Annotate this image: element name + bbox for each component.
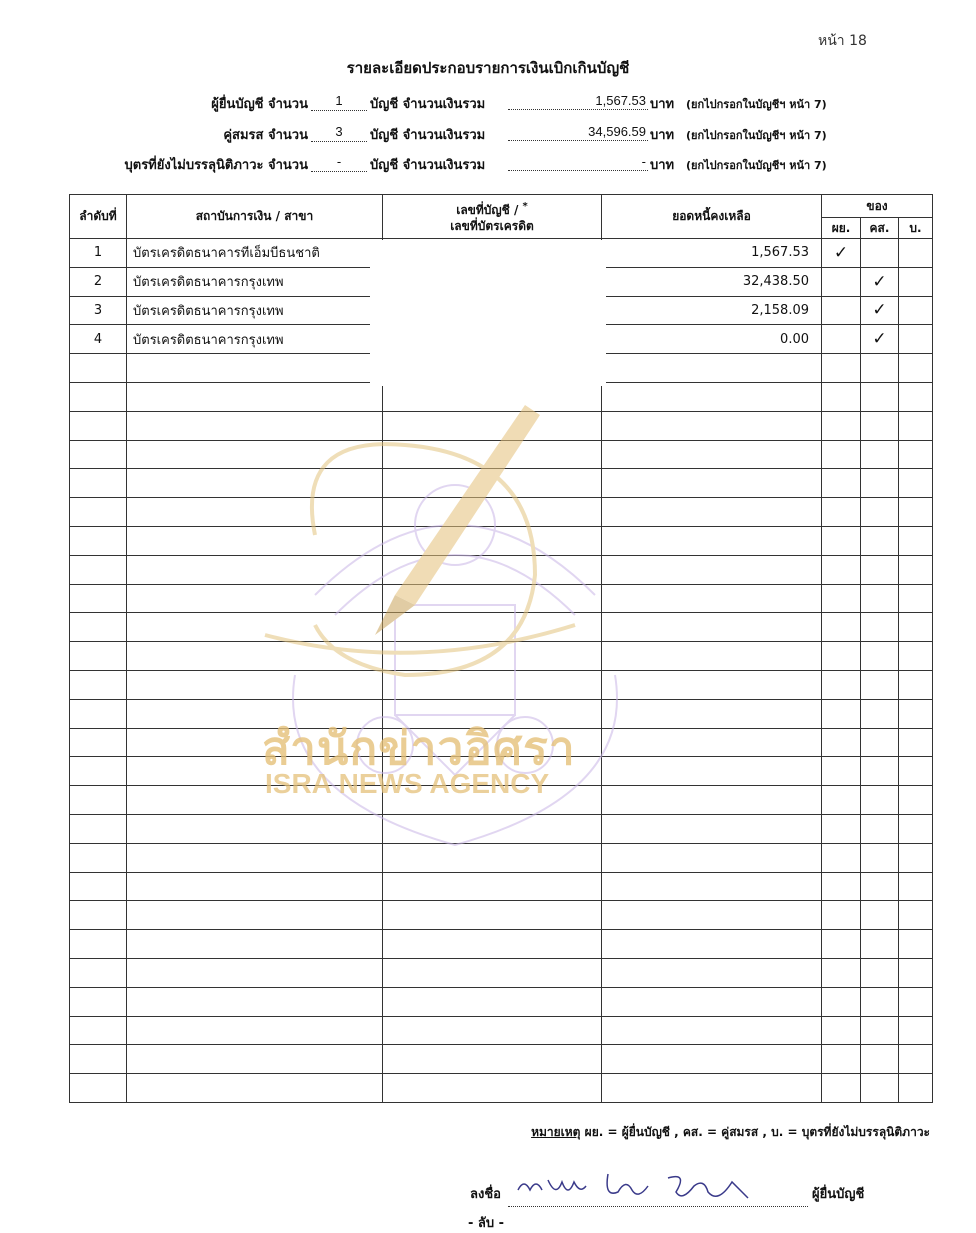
row-owner-filer bbox=[822, 930, 861, 959]
row-owner-spouse bbox=[861, 872, 899, 901]
row-number bbox=[70, 901, 127, 930]
row-institution bbox=[127, 642, 383, 671]
row-owner-filer bbox=[822, 1074, 861, 1103]
row-owner-spouse bbox=[861, 642, 899, 671]
row-owner-spouse bbox=[861, 555, 899, 584]
summary-unit: บาท bbox=[650, 128, 675, 143]
row-owner-filer bbox=[822, 411, 861, 440]
signature-line bbox=[508, 1190, 808, 1207]
row-owner-spouse bbox=[861, 786, 899, 815]
row-account bbox=[383, 872, 602, 901]
row-owner-filer bbox=[822, 699, 861, 728]
row-owner-spouse bbox=[861, 382, 899, 411]
row-institution: บัตรเครดิตธนาคารกรุงเทพ bbox=[127, 325, 383, 354]
empty-table-row bbox=[70, 1016, 933, 1045]
row-number bbox=[70, 987, 127, 1016]
row-owner-child bbox=[899, 239, 933, 268]
redaction-box bbox=[370, 240, 606, 386]
row-owner-child bbox=[899, 267, 933, 296]
empty-table-row bbox=[70, 555, 933, 584]
summary-note: (ยกไปกรอกในบัญชีฯ หน้า 7) bbox=[686, 159, 827, 172]
row-institution bbox=[127, 469, 383, 498]
row-owner-child bbox=[899, 901, 933, 930]
row-owner-spouse bbox=[861, 987, 899, 1016]
empty-table-row bbox=[70, 1074, 933, 1103]
row-number bbox=[70, 642, 127, 671]
summary-unit: บาท bbox=[650, 158, 675, 173]
row-number bbox=[70, 872, 127, 901]
row-account bbox=[383, 1016, 602, 1045]
empty-table-row bbox=[70, 584, 933, 613]
row-balance bbox=[602, 354, 822, 383]
header-owner-child: บ. bbox=[899, 218, 933, 239]
document-title: รายละเอียดประกอบรายการเงินเบิกเกินบัญชี bbox=[346, 59, 630, 77]
summary-amount: 1,567.53 bbox=[508, 93, 648, 110]
row-owner-spouse bbox=[861, 440, 899, 469]
empty-table-row bbox=[70, 1045, 933, 1074]
row-balance bbox=[602, 469, 822, 498]
row-owner-child bbox=[899, 757, 933, 786]
row-owner-filer bbox=[822, 872, 861, 901]
row-owner-spouse bbox=[861, 498, 899, 527]
row-owner-filer bbox=[822, 354, 861, 383]
header-account bbox=[383, 195, 602, 239]
row-number bbox=[70, 728, 127, 757]
row-account bbox=[383, 382, 602, 411]
empty-table-row bbox=[70, 469, 933, 498]
row-owner-child bbox=[899, 642, 933, 671]
row-balance: 32,438.50 bbox=[602, 267, 822, 296]
summary-note: (ยกไปกรอกในบัญชีฯ หน้า 7) bbox=[686, 98, 827, 111]
header-account-line2: เลขที่บัตรเครดิต bbox=[450, 219, 534, 233]
row-institution bbox=[127, 411, 383, 440]
row-owner-child bbox=[899, 728, 933, 757]
summary-mid-label: บัญชี จำนวนเงินรวม bbox=[370, 128, 486, 143]
row-balance bbox=[602, 958, 822, 987]
empty-table-row bbox=[70, 440, 933, 469]
row-account bbox=[383, 814, 602, 843]
empty-table-row bbox=[70, 613, 933, 642]
row-owner-spouse bbox=[861, 958, 899, 987]
row-owner-spouse bbox=[861, 757, 899, 786]
row-owner-spouse bbox=[861, 354, 899, 383]
summary-mid-label: บัญชี จำนวนเงินรวม bbox=[370, 158, 486, 173]
row-number bbox=[70, 469, 127, 498]
summary-line-filer bbox=[0, 93, 976, 115]
empty-table-row bbox=[70, 901, 933, 930]
row-owner-filer bbox=[822, 296, 861, 325]
empty-table-row bbox=[70, 843, 933, 872]
row-account bbox=[383, 555, 602, 584]
row-owner-filer bbox=[822, 958, 861, 987]
row-owner-spouse bbox=[861, 728, 899, 757]
row-number: 2 bbox=[70, 267, 127, 296]
row-owner-filer bbox=[822, 498, 861, 527]
header-account-mark: * bbox=[522, 201, 528, 212]
empty-table-row bbox=[70, 872, 933, 901]
empty-table-row bbox=[70, 526, 933, 555]
row-balance bbox=[602, 843, 822, 872]
row-account bbox=[383, 440, 602, 469]
row-institution bbox=[127, 354, 383, 383]
row-institution bbox=[127, 498, 383, 527]
row-number bbox=[70, 958, 127, 987]
row-account bbox=[383, 901, 602, 930]
header-owner: ของ bbox=[822, 195, 933, 218]
row-account bbox=[383, 843, 602, 872]
row-institution bbox=[127, 382, 383, 411]
footnote bbox=[531, 1123, 930, 1142]
row-balance bbox=[602, 670, 822, 699]
row-owner-filer bbox=[822, 901, 861, 930]
row-balance bbox=[602, 642, 822, 671]
row-balance bbox=[602, 411, 822, 440]
row-number bbox=[70, 670, 127, 699]
row-balance bbox=[602, 613, 822, 642]
row-owner-spouse bbox=[861, 699, 899, 728]
row-owner-spouse: ✓ bbox=[861, 325, 899, 354]
row-owner-spouse bbox=[861, 843, 899, 872]
page-number: หน้า 18 bbox=[818, 33, 867, 49]
row-number bbox=[70, 814, 127, 843]
row-number bbox=[70, 526, 127, 555]
row-number bbox=[70, 930, 127, 959]
row-institution: บัตรเครดิตธนาคารกรุงเทพ bbox=[127, 267, 383, 296]
row-owner-filer bbox=[822, 555, 861, 584]
header-owner-spouse: คส. bbox=[861, 218, 899, 239]
row-owner-child bbox=[899, 958, 933, 987]
row-owner-child bbox=[899, 584, 933, 613]
row-owner-child bbox=[899, 440, 933, 469]
row-account bbox=[383, 1045, 602, 1074]
row-number bbox=[70, 498, 127, 527]
row-balance bbox=[602, 814, 822, 843]
row-owner-child bbox=[899, 526, 933, 555]
row-balance: 1,567.53 bbox=[602, 239, 822, 268]
row-number bbox=[70, 1016, 127, 1045]
row-institution bbox=[127, 555, 383, 584]
empty-table-row bbox=[70, 958, 933, 987]
row-owner-child bbox=[899, 411, 933, 440]
empty-table-row bbox=[70, 670, 933, 699]
row-account bbox=[383, 526, 602, 555]
row-balance bbox=[602, 1074, 822, 1103]
row-balance bbox=[602, 872, 822, 901]
footnote-key: หมายเหตุ bbox=[531, 1125, 581, 1139]
summary-label: ผู้ยื่นบัญชี จำนวน bbox=[211, 97, 308, 112]
row-balance bbox=[602, 728, 822, 757]
row-institution bbox=[127, 901, 383, 930]
row-owner-filer: ✓ bbox=[822, 239, 861, 268]
row-owner-spouse bbox=[861, 1045, 899, 1074]
row-balance bbox=[602, 901, 822, 930]
row-owner-child bbox=[899, 354, 933, 383]
signature-role: ผู้ยื่นบัญชี bbox=[812, 1187, 865, 1202]
row-owner-child bbox=[899, 814, 933, 843]
row-account bbox=[383, 958, 602, 987]
row-owner-spouse bbox=[861, 814, 899, 843]
row-balance bbox=[602, 1045, 822, 1074]
row-owner-filer bbox=[822, 613, 861, 642]
row-institution bbox=[127, 440, 383, 469]
row-owner-child bbox=[899, 555, 933, 584]
row-balance bbox=[602, 1016, 822, 1045]
row-balance: 0.00 bbox=[602, 325, 822, 354]
watermark-english: ISRA NEWS AGENCY bbox=[265, 768, 550, 799]
row-owner-spouse bbox=[861, 1016, 899, 1045]
row-owner-filer bbox=[822, 526, 861, 555]
row-owner-child bbox=[899, 613, 933, 642]
row-institution bbox=[127, 584, 383, 613]
row-institution bbox=[127, 930, 383, 959]
row-number bbox=[70, 1074, 127, 1103]
row-owner-child bbox=[899, 469, 933, 498]
header-institution: สถาบันการเงิน / สาขา bbox=[127, 195, 383, 239]
row-account bbox=[383, 584, 602, 613]
row-balance bbox=[602, 987, 822, 1016]
summary-mid-label: บัญชี จำนวนเงินรวม bbox=[370, 97, 486, 112]
row-number bbox=[70, 584, 127, 613]
summary-count: 3 bbox=[311, 124, 367, 142]
row-owner-spouse bbox=[861, 901, 899, 930]
row-number: 3 bbox=[70, 296, 127, 325]
row-number bbox=[70, 613, 127, 642]
row-owner-child bbox=[899, 382, 933, 411]
empty-table-row bbox=[70, 411, 933, 440]
row-account bbox=[383, 1074, 602, 1103]
row-number: 1 bbox=[70, 239, 127, 268]
row-number bbox=[70, 699, 127, 728]
row-owner-child bbox=[899, 296, 933, 325]
row-owner-filer bbox=[822, 642, 861, 671]
empty-table-row bbox=[70, 814, 933, 843]
empty-table-row bbox=[70, 930, 933, 959]
row-balance bbox=[602, 786, 822, 815]
row-number bbox=[70, 1045, 127, 1074]
row-owner-spouse bbox=[861, 411, 899, 440]
row-owner-filer bbox=[822, 757, 861, 786]
row-institution bbox=[127, 613, 383, 642]
row-number bbox=[70, 411, 127, 440]
row-institution bbox=[127, 670, 383, 699]
signature-label: ลงชื่อ bbox=[470, 1187, 501, 1202]
row-account bbox=[383, 498, 602, 527]
row-owner-spouse bbox=[861, 670, 899, 699]
row-account bbox=[383, 670, 602, 699]
row-owner-filer bbox=[822, 670, 861, 699]
row-balance: 2,158.09 bbox=[602, 296, 822, 325]
summary-unit: บาท bbox=[650, 97, 675, 112]
empty-table-row bbox=[70, 987, 933, 1016]
row-owner-filer bbox=[822, 728, 861, 757]
row-owner-filer bbox=[822, 786, 861, 815]
summary-line-spouse bbox=[0, 124, 976, 146]
row-number bbox=[70, 843, 127, 872]
row-balance bbox=[602, 440, 822, 469]
row-institution bbox=[127, 987, 383, 1016]
empty-table-row bbox=[70, 382, 933, 411]
row-owner-child bbox=[899, 699, 933, 728]
row-owner-child bbox=[899, 1074, 933, 1103]
row-institution bbox=[127, 958, 383, 987]
row-balance bbox=[602, 382, 822, 411]
row-owner-child bbox=[899, 987, 933, 1016]
row-number bbox=[70, 757, 127, 786]
header-balance: ยอดหนี้คงเหลือ bbox=[602, 195, 822, 239]
row-balance bbox=[602, 699, 822, 728]
row-owner-spouse bbox=[861, 930, 899, 959]
row-institution bbox=[127, 526, 383, 555]
row-owner-filer bbox=[822, 382, 861, 411]
row-institution bbox=[127, 1016, 383, 1045]
row-owner-filer bbox=[822, 1045, 861, 1074]
row-account bbox=[383, 987, 602, 1016]
row-account bbox=[383, 613, 602, 642]
row-owner-child bbox=[899, 843, 933, 872]
row-owner-child bbox=[899, 498, 933, 527]
row-institution bbox=[127, 1045, 383, 1074]
row-owner-filer bbox=[822, 843, 861, 872]
row-owner-child bbox=[899, 1045, 933, 1074]
row-balance bbox=[602, 555, 822, 584]
summary-amount: - bbox=[508, 154, 648, 171]
summary-line-child bbox=[0, 154, 976, 176]
row-balance bbox=[602, 584, 822, 613]
summary-label: บุตรที่ยังไม่บรรลุนิติภาวะ จำนวน bbox=[124, 158, 308, 173]
row-owner-filer bbox=[822, 814, 861, 843]
handwritten-signature-icon bbox=[508, 1168, 808, 1208]
row-institution: บัตรเครดิตธนาคารทีเอ็มบีธนชาติ bbox=[127, 239, 383, 268]
row-owner-spouse bbox=[861, 613, 899, 642]
row-owner-filer bbox=[822, 469, 861, 498]
row-owner-filer bbox=[822, 267, 861, 296]
summary-label: คู่สมรส จำนวน bbox=[223, 128, 308, 143]
row-owner-filer bbox=[822, 1016, 861, 1045]
row-owner-filer bbox=[822, 440, 861, 469]
row-number bbox=[70, 786, 127, 815]
row-account bbox=[383, 469, 602, 498]
row-number: 4 bbox=[70, 325, 127, 354]
row-owner-filer bbox=[822, 987, 861, 1016]
row-owner-child bbox=[899, 786, 933, 815]
header-no: ลำดับที่ bbox=[70, 195, 127, 239]
row-institution bbox=[127, 1074, 383, 1103]
row-owner-spouse bbox=[861, 1074, 899, 1103]
row-owner-child bbox=[899, 872, 933, 901]
row-owner-spouse bbox=[861, 469, 899, 498]
row-owner-spouse bbox=[861, 526, 899, 555]
row-account bbox=[383, 411, 602, 440]
row-number bbox=[70, 440, 127, 469]
summary-count: 1 bbox=[311, 93, 367, 111]
row-balance bbox=[602, 757, 822, 786]
classification-label: - ลับ - bbox=[468, 1216, 505, 1231]
empty-table-row bbox=[70, 642, 933, 671]
row-owner-child bbox=[899, 930, 933, 959]
summary-amount: 34,596.59 bbox=[508, 124, 648, 141]
row-institution bbox=[127, 814, 383, 843]
row-number bbox=[70, 354, 127, 383]
summary-count: - bbox=[311, 154, 367, 172]
empty-table-row bbox=[70, 498, 933, 527]
row-account bbox=[383, 642, 602, 671]
row-balance bbox=[602, 526, 822, 555]
header-owner-filer: ผย. bbox=[822, 218, 861, 239]
row-institution bbox=[127, 872, 383, 901]
row-owner-child bbox=[899, 670, 933, 699]
row-owner-filer bbox=[822, 325, 861, 354]
row-owner-child bbox=[899, 1016, 933, 1045]
row-owner-spouse: ✓ bbox=[861, 267, 899, 296]
row-number bbox=[70, 382, 127, 411]
row-account bbox=[383, 930, 602, 959]
row-balance bbox=[602, 930, 822, 959]
row-institution bbox=[127, 843, 383, 872]
row-owner-child bbox=[899, 325, 933, 354]
header-account-line1: เลขที่บัญชี / bbox=[456, 203, 519, 217]
row-number bbox=[70, 555, 127, 584]
footnote-text: ผย. = ผู้ยื่นบัญชี , คส. = คู่สมรส , บ. = บุตรที่ยังไม่บรรลุนิติภาวะ bbox=[584, 1125, 930, 1139]
row-owner-spouse bbox=[861, 239, 899, 268]
row-institution: บัตรเครดิตธนาคารกรุงเทพ bbox=[127, 296, 383, 325]
row-balance bbox=[602, 498, 822, 527]
summary-note: (ยกไปกรอกในบัญชีฯ หน้า 7) bbox=[686, 129, 827, 142]
watermark-thai: สำนักข่าวอิศรา bbox=[262, 721, 576, 775]
row-owner-spouse bbox=[861, 584, 899, 613]
row-owner-filer bbox=[822, 584, 861, 613]
row-owner-spouse: ✓ bbox=[861, 296, 899, 325]
